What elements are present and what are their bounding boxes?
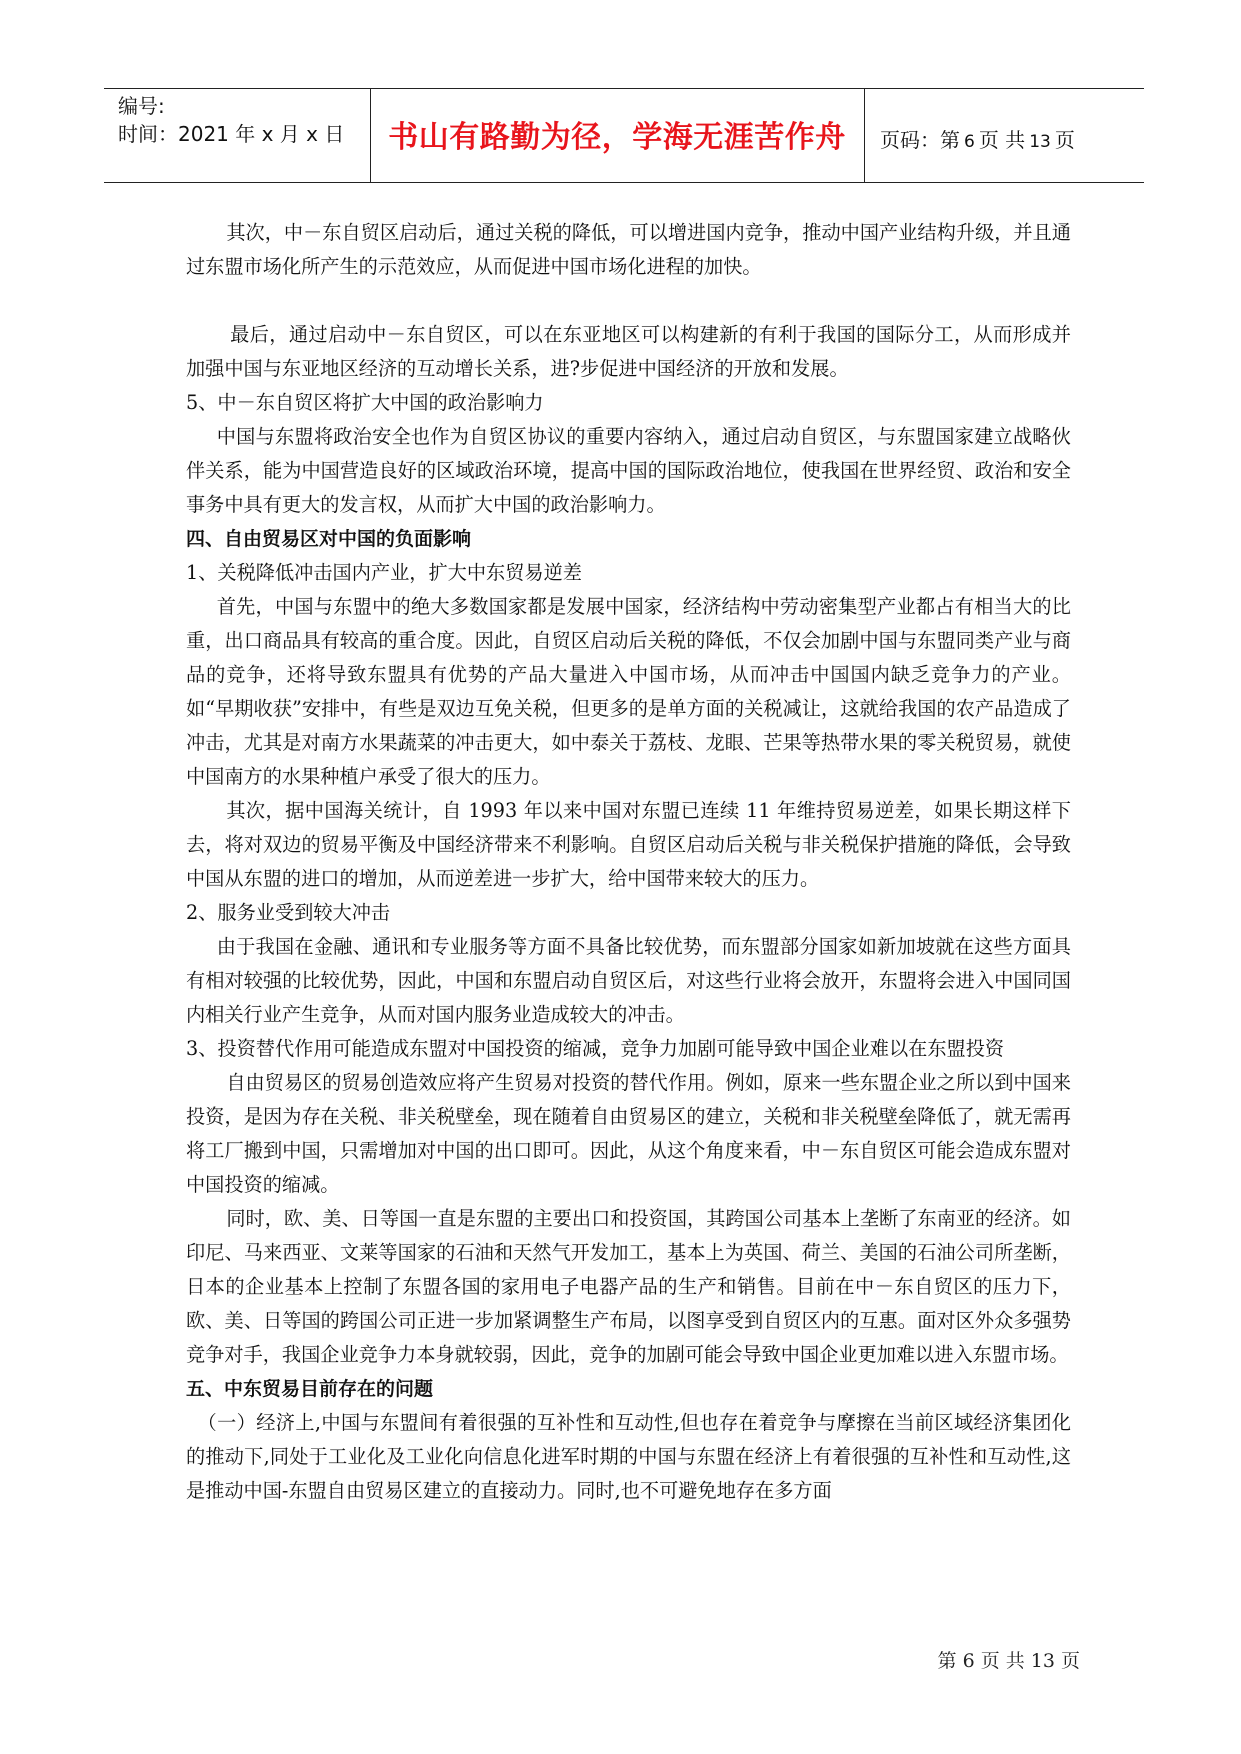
header-page-info — [880, 124, 1075, 153]
paragraph: 其次，据中国海关统计，自 1993 年以来中国对东盟已连续 11 年维持贸易逆差，如果长期这样下去，将对双边的贸易平衡及中国经济带来不利影响。自贸区启动后关税与非关税保护措施的降低，会导致中国从东盟的进口的增加，从而逆差进一步扩大，给中国带来较大的压力。 — [186, 799, 1071, 890]
section-heading: 四、自由贸易区对中国的负面影响 — [186, 528, 472, 550]
paragraph: 自由贸易区的贸易创造效应将产生贸易对投资的替代作用。例如，原来一些东盟企业之所以到中国来投资，是因为存在关税、非关税壁垒，现在随着自由贸易区的建立，关税和非关税壁垒降低了，就无需再将工厂搬到中国，只需增加对中国的出口即可。因此，从这个角度来看，中－东自贸区可能会造成东盟对中国投资的缩减。 — [186, 1071, 1071, 1196]
header-top-rule — [104, 88, 1144, 89]
paragraph: （一）经济上,中国与东盟间有着很强的互补性和互动性,但也存在着竞争与摩擦在当前区域经济集团化的推动下,同处于工业化及工业化向信息化进军时期的中国与东盟在经济上有着很强的互补性和互动性,这是推动中国-东盟自由贸易区建立的直接动力。同时,也不可避免地存在多方面 — [186, 1411, 1071, 1502]
paragraph: 中国与东盟将政治安全也作为自贸区协议的重要内容纳入，通过启动自贸区，与东盟国家建立战略伙伴关系，能为中国营造良好的区域政治环境，提高中国的国际政治地位，使我国在世界经贸、政治和安全事务中具有更大的发言权，从而扩大中国的政治影响力。 — [186, 425, 1071, 516]
paragraph: 其次，中－东自贸区启动后，通过关税的降低，可以增进国内竞争，推动中国产业结构升级，并且通过东盟市场化所产生的示范效应，从而促进中国市场化进程的加快。 — [186, 221, 1071, 278]
paragraph: 首先，中国与东盟中的绝大多数国家都是发展中国家，经济结构中劳动密集型产业都占有相当大的比重，出口商品具有较高的重合度。因此，自贸区启动后关税的降低，不仅会加剧中国与东盟同类产业与商品的竞争，还将导致东盟具有优势的产品大量进入中国市场，从而冲击中国国内缺乏竞争力的产业。如“早期收获”安排中，有些是双边互免关税，但更多的是单方面的关税减让，这就给我国的农产品造成了冲击，尤其是对南方水果蔬菜的冲击更大，如中泰关于荔枝、龙眼、芒果等热带水果的零关税贸易，就使中国南方的水果种植户承受了很大的压力。 — [186, 595, 1071, 788]
header-divider-right — [864, 88, 865, 182]
document-number-label: 编号: — [118, 94, 165, 118]
page-middle: 页 共 — [978, 128, 1026, 152]
section-heading: 五、中东贸易目前存在的问题 — [186, 1378, 434, 1400]
subheading: 3、投资替代作用可能造成东盟对中国投资的缩减，竞争力加剧可能导致中国企业难以在东盟投资 — [186, 1037, 1005, 1060]
subheading: 2、服务业受到较大冲击 — [186, 901, 391, 924]
page-total: 13 — [1029, 132, 1051, 152]
page-suffix: 页 — [1054, 128, 1075, 152]
page-prefix: 页码：第 — [880, 128, 960, 152]
header-bottom-rule — [104, 182, 1144, 183]
header-motto: 书山有路勤为径，学海无涯苦作舟 — [388, 120, 846, 155]
header-meta — [118, 92, 344, 148]
paragraph: 最后，通过启动中－东自贸区，可以在东亚地区可以构建新的有利于我国的国际分工，从而形成并加强中国与东亚地区经济的互动增长关系，进?步促进中国经济的开放和发展。 — [186, 323, 1071, 380]
paragraph: 同时，欧、美、日等国一直是东盟的主要出口和投资国，其跨国公司基本上垄断了东南亚的经济。如印尼、马来西亚、文莱等国家的石油和天然气开发加工，基本上为英国、荷兰、美国的石油公司所垄断，日本的企业基本上控制了东盟各国的家用电子电器产品的生产和销售。目前在中－东自贸区的压力下，欧、美、日等国的跨国公司正进一步加紧调整生产布局，以图享受到自贸区内的互惠。面对区外众多强势竞争对手，我国企业竞争力本身就较弱，因此，竞争的加剧可能会导致中国企业更加难以进入东盟市场。 — [186, 1207, 1071, 1366]
page-current: 6 — [964, 132, 975, 152]
document-time: 时间：2021 年 x 月 x 日 — [118, 122, 345, 146]
document-body — [186, 216, 1071, 1508]
subheading: 1、关税降低冲击国内产业，扩大中东贸易逆差 — [186, 561, 582, 584]
paragraph: 由于我国在金融、通讯和专业服务等方面不具备比较优势，而东盟部分国家如新加坡就在这些方面具有相对较强的比较优势，因此，中国和东盟启动自贸区后，对这些行业将会放开，东盟将会进入中国同国内相关行业产生竞争，从而对国内服务业造成较大的冲击。 — [186, 935, 1071, 1026]
subheading: 5、中－东自贸区将扩大中国的政治影响力 — [186, 391, 544, 414]
page-footer: 第 6 页 共 13 页 — [937, 1650, 1080, 1672]
